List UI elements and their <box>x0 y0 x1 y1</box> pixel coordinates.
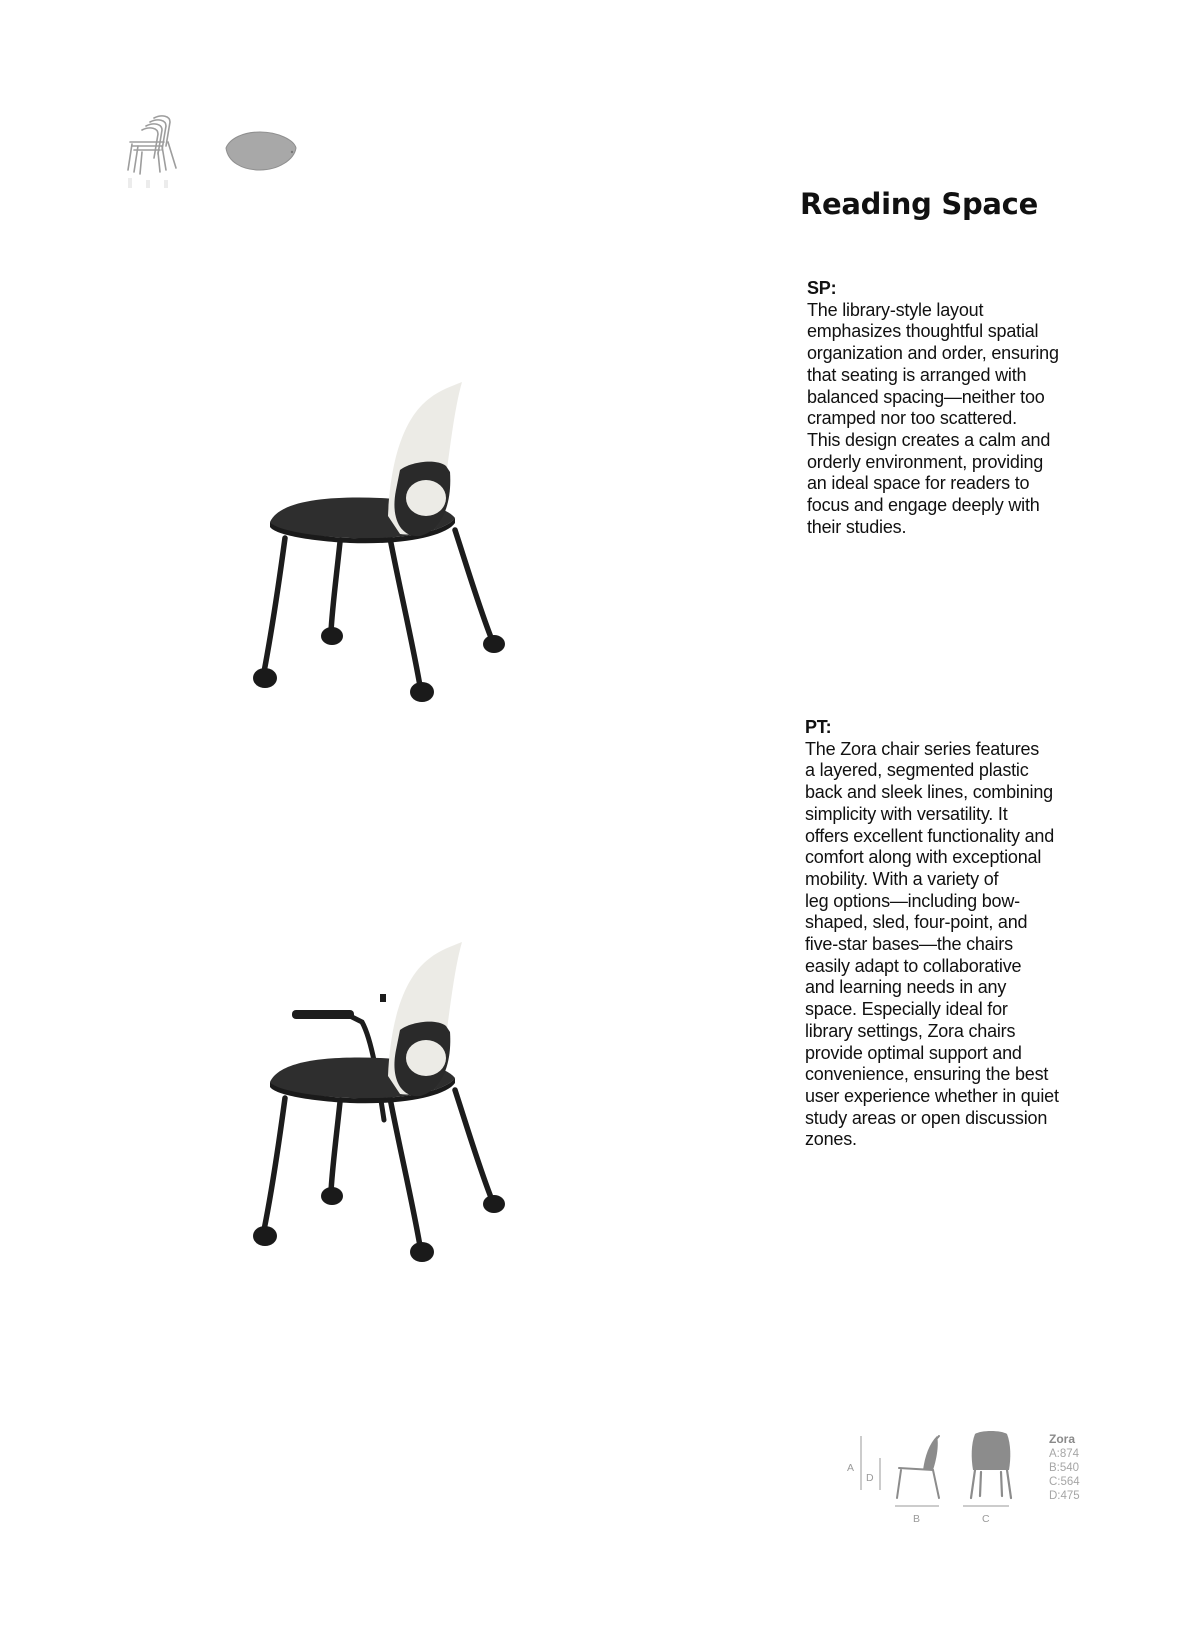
seat-pad-icon <box>220 130 298 172</box>
chair-armless-image <box>240 370 540 730</box>
stacked-chairs-icon <box>124 112 184 202</box>
spec-dim-c: C:564 <box>1049 1476 1080 1488</box>
spec-dim-d: D:475 <box>1049 1490 1080 1502</box>
chair-armrest-image <box>240 930 540 1290</box>
spec-dim-a: A:874 <box>1049 1448 1080 1460</box>
sp-label: SP: <box>807 278 837 298</box>
dim-label-a: A <box>847 1462 855 1474</box>
sp-text: The library-style layout emphasizes thoughtful spatial organization and order, ensuring that seating is arranged with balanced spacing—neither too cramped nor too scattered. This design creates a calm and orderly environment, providing an ideal space for readers to focus and engage deeply with their studies. <box>807 299 1059 537</box>
chair-front-view-icon <box>965 1430 1017 1502</box>
pt-label: PT: <box>805 717 832 737</box>
pt-description-block <box>805 717 1095 1151</box>
spec-model-name: Zora <box>1049 1432 1076 1446</box>
dim-label-c: C <box>982 1513 990 1525</box>
chair-side-view-icon <box>893 1432 943 1502</box>
page-title: Reading Space <box>800 187 1038 222</box>
spec-dim-b: B:540 <box>1049 1462 1080 1474</box>
dim-label-b: B <box>913 1513 921 1525</box>
pt-text: The Zora chair series features a layered, segmented plastic back and sleek lines, combining simplicity with versatility. It offers excellent functionality and comfort along with exceptional mobility. With a variety of leg options—including bow- shaped, sled, four-point, and five-star bases—the chairs easily adapt to collaborative and learning needs in any space. Especially ideal for library settings, Zora chairs provide optimal support and convenience, ensuring the best user experience whether in quiet study areas or open discussion zones. <box>805 738 1059 1150</box>
dim-label-d: D <box>866 1472 874 1484</box>
sp-description-block <box>807 278 1097 538</box>
